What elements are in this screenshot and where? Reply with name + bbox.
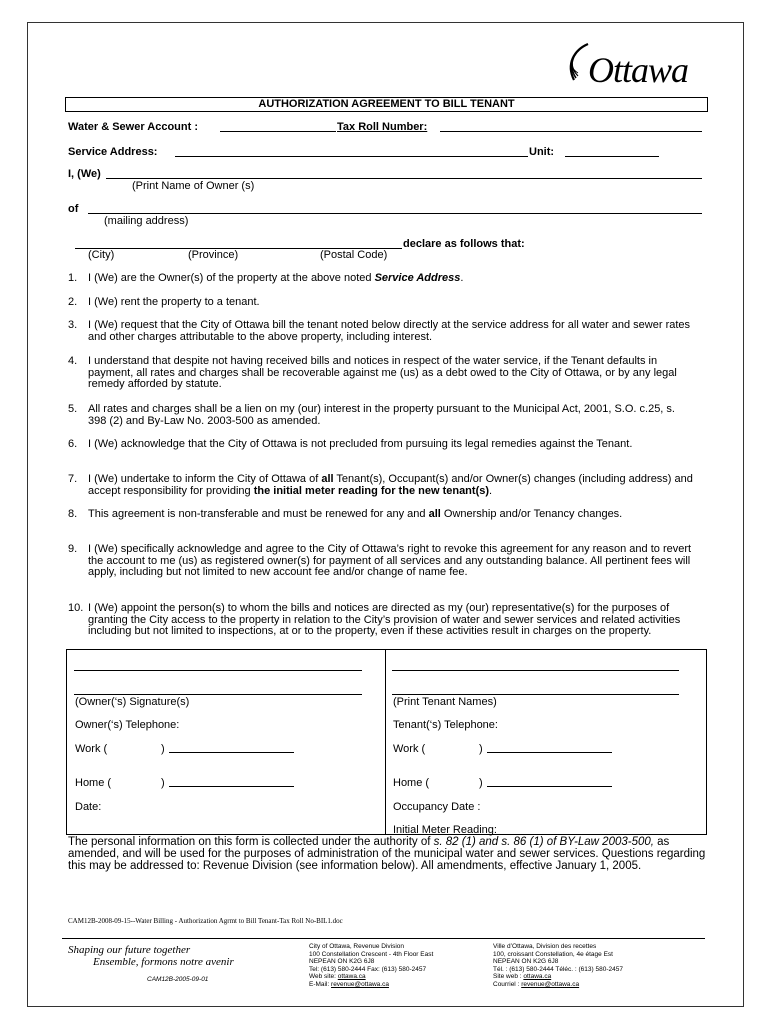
privacy-notice: The personal information on this form is collected under the authority of s. 82 (1) and s. 86 (1) of BY-Law 2003-500, as amended, and will be used for the purposes of administration of the municipal water and sewer services. Questions regarding this may be addressed to: Revenue Division (see information below). All amendments, effective January 1, 2005. xyxy=(68,836,706,872)
tenant-name-line-2[interactable] xyxy=(392,694,679,695)
address-fr: Ville d’Ottawa, Division des recettes 100, croissant Constellation, 4e étage Est NEPEAN ON K2G 6J8 Tél. : (613) 580-2444 Téléc. : (613) 580-2457 Site web : ottawa.ca Courriel : revenue@ottawa.ca xyxy=(493,943,623,988)
document-reference: CAM12B-2008-09-15--Water Billing - Authorization Agrmt to Bill Tenant-Tax Roll No-BIL1.doc xyxy=(68,917,343,925)
service-address-field[interactable] xyxy=(175,156,528,157)
website-link-en[interactable]: ottawa.ca xyxy=(337,973,366,980)
website-link-fr[interactable]: ottawa.ca xyxy=(523,973,552,980)
owner-home-label: Home ( xyxy=(75,777,112,789)
owner-work-phone-field[interactable] xyxy=(169,752,294,753)
of-label: of xyxy=(68,203,79,215)
water-account-label: Water & Sewer Account : xyxy=(68,121,198,133)
city-hint: (City) xyxy=(88,249,115,261)
owner-home-paren: ) xyxy=(161,777,165,789)
print-name-owner-hint: (Print Name of Owner (s) xyxy=(132,180,255,192)
email-link-fr[interactable]: revenue@ottawa.ca xyxy=(521,980,580,988)
form-title: AUTHORIZATION AGREEMENT TO BILL TENANT xyxy=(65,97,708,112)
declare-label: declare as follows that: xyxy=(403,238,525,250)
owner-signature-line-2[interactable] xyxy=(74,694,362,695)
tax-roll-field[interactable] xyxy=(440,131,702,132)
i-we-label: I, (We) xyxy=(68,168,101,180)
province-hint: (Province) xyxy=(188,249,239,261)
tenant-telephone-label: Tenant(‘s) Telephone: xyxy=(393,719,498,731)
tenant-name-line-1[interactable] xyxy=(392,670,679,671)
owner-signature-label: (Owner(‘s) Signature(s) xyxy=(75,696,190,708)
footer-rule xyxy=(62,938,705,939)
ottawa-wordmark: Ottawa xyxy=(588,50,689,90)
signature-box xyxy=(66,649,707,835)
occupancy-date-label: Occupancy Date : xyxy=(393,801,481,813)
slogan-fr: Ensemble, formons notre avenir xyxy=(93,956,234,968)
unit-field[interactable] xyxy=(565,156,659,157)
tax-roll-label: Tax Roll Number: xyxy=(337,121,428,133)
address-en: City of Ottawa, Revenue Division 100 Constellation Crescent - 4th Floor East NEPEAN ON K2G 6J8 Tel: (613) 580-2444 Fax: (613) 580-2457 Web site: ottawa.ca E-Mail: revenue@ottawa.ca xyxy=(309,943,434,988)
email-link-en[interactable]: revenue@ottawa.ca xyxy=(331,980,389,988)
form-code: CAM12B-2005-09-01 xyxy=(147,976,209,983)
tenant-home-phone-field[interactable] xyxy=(487,786,612,787)
signature-box-divider xyxy=(385,649,386,835)
owner-signature-line-1[interactable] xyxy=(74,670,362,671)
postal-code-hint: (Postal Code) xyxy=(320,249,388,261)
owner-work-label: Work ( xyxy=(75,743,108,755)
slogan-en: Shaping our future together xyxy=(68,944,191,956)
mailing-address-field[interactable] xyxy=(88,213,702,214)
unit-label: Unit: xyxy=(529,146,555,158)
owner-work-paren: ) xyxy=(161,743,165,755)
water-account-field[interactable] xyxy=(220,131,336,132)
tenant-names-label: (Print Tenant Names) xyxy=(393,696,497,708)
tenant-home-label: Home ( xyxy=(393,777,430,789)
mailing-address-hint: (mailing address) xyxy=(104,215,189,227)
owner-name-field[interactable] xyxy=(106,178,702,179)
tenant-work-phone-field[interactable] xyxy=(487,752,612,753)
initial-meter-reading-label: Initial Meter Reading: xyxy=(393,824,497,836)
tenant-work-label: Work ( xyxy=(393,743,426,755)
tenant-home-paren: ) xyxy=(479,777,483,789)
tenant-work-paren: ) xyxy=(479,743,483,755)
owner-telephone-label: Owner(‘s) Telephone: xyxy=(75,719,180,731)
service-address-label: Service Address: xyxy=(68,146,158,158)
owner-home-phone-field[interactable] xyxy=(169,786,294,787)
date-label: Date: xyxy=(75,801,102,813)
